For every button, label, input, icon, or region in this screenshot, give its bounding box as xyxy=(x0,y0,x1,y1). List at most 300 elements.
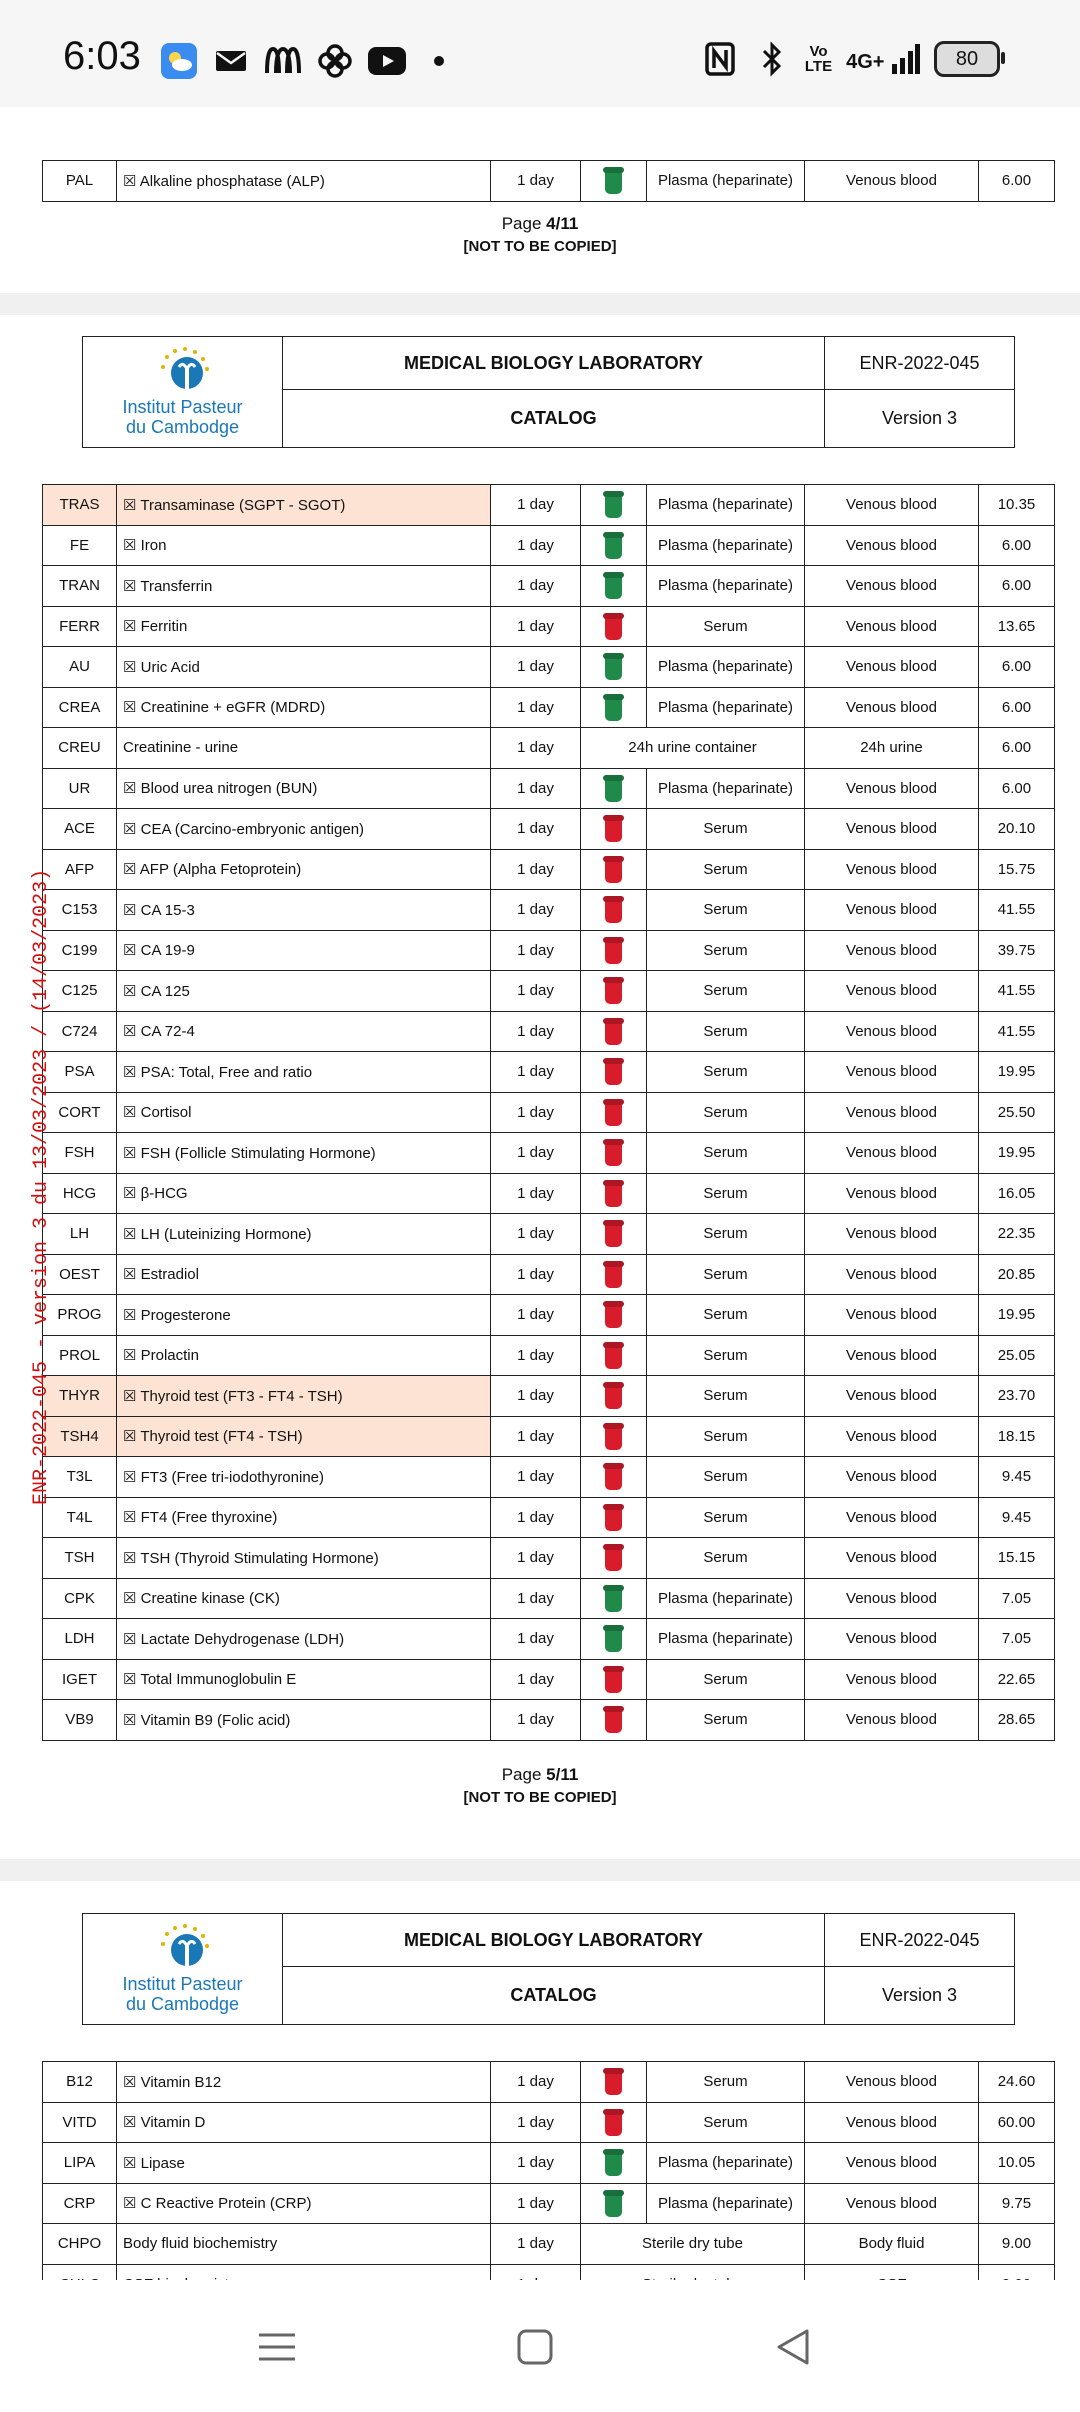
cell-code: TSH4 xyxy=(43,1416,117,1457)
cell-desc: ☒ CA 15-3 xyxy=(117,890,491,931)
table-row xyxy=(43,1376,1055,1417)
cell-sample: Serum xyxy=(647,849,805,890)
cell-code: CHPO xyxy=(43,2224,117,2265)
table-row xyxy=(43,647,1055,688)
back-icon[interactable] xyxy=(768,2322,818,2372)
copy-notice: [NOT TO BE COPIED] xyxy=(463,1788,617,1806)
table-row xyxy=(43,930,1055,971)
cell-origin: Venous blood xyxy=(805,1416,979,1457)
cell-time: 1 day xyxy=(491,1497,581,1538)
cell-desc: ☒ Lactate Dehydrogenase (LDH) xyxy=(117,1619,491,1660)
cell-desc: Creatinine - urine xyxy=(117,728,491,769)
cell-time: 1 day xyxy=(491,2143,581,2184)
red-tube-icon xyxy=(605,1463,622,1490)
page-5 xyxy=(0,315,1080,1859)
table-row xyxy=(43,485,1055,526)
cell-code: CRP xyxy=(43,2183,117,2224)
table-row xyxy=(43,1214,1055,1255)
cell-price: 39.75 xyxy=(979,930,1055,971)
table-row xyxy=(43,2062,1055,2103)
cell-code: AFP xyxy=(43,849,117,890)
cell-price: 9.45 xyxy=(979,1497,1055,1538)
cell-price: 9.00 xyxy=(979,2224,1055,2265)
institut-logo: Institut Pasteur du Cambodge xyxy=(83,1914,283,2025)
cell-time: 1 day xyxy=(491,1173,581,1214)
cell-sample: 24h urine container xyxy=(581,728,805,769)
cell-time: 1 day xyxy=(491,1619,581,1660)
cell-price: 16.05 xyxy=(979,1173,1055,1214)
copy-notice: [NOT TO BE COPIED] xyxy=(463,237,617,255)
green-tube-icon xyxy=(605,775,622,802)
cell-origin: Venous blood xyxy=(805,1011,979,1052)
green-tube-icon xyxy=(605,653,622,680)
cell-sample: Serum xyxy=(647,2062,805,2103)
cell-price: 41.55 xyxy=(979,890,1055,931)
cell-sample: Serum xyxy=(647,1214,805,1255)
table-row xyxy=(43,1295,1055,1336)
cell-price: 28.65 xyxy=(979,1700,1055,1741)
navigation-bar xyxy=(0,2280,1080,2412)
cell-sample: Serum xyxy=(647,1457,805,1498)
cell-time: 1 day xyxy=(491,606,581,647)
cell-price: 10.05 xyxy=(979,2143,1055,2184)
red-tube-icon xyxy=(605,1139,622,1166)
page-number: Page 4/11 xyxy=(501,213,579,233)
cell-code: IGET xyxy=(43,1659,117,1700)
cell-price: 18.15 xyxy=(979,1416,1055,1457)
cell-origin: Venous blood xyxy=(805,1092,979,1133)
green-tube-icon xyxy=(605,491,622,518)
cell-time: 1 day xyxy=(491,1376,581,1417)
cell-code: TSH xyxy=(43,1538,117,1579)
green-tube-icon xyxy=(605,2149,622,2176)
cell-desc: ☒ Thyroid test (FT3 - FT4 - TSH) xyxy=(117,1376,491,1417)
catalog-table-page4 xyxy=(42,160,1055,202)
cell-code: C199 xyxy=(43,930,117,971)
cell-desc: ☒ Vitamin D xyxy=(117,2102,491,2143)
cell-desc: ☒ CA 125 xyxy=(117,971,491,1012)
cell-code: OEST xyxy=(43,1254,117,1295)
cell-desc: ☒ Total Immunoglobulin E xyxy=(117,1659,491,1700)
cell-time: 1 day xyxy=(491,1011,581,1052)
table-row xyxy=(43,1335,1055,1376)
red-tube-icon xyxy=(605,1058,622,1085)
cell-price: 13.65 xyxy=(979,606,1055,647)
cell-code: VB9 xyxy=(43,1700,117,1741)
doc-id: ENR-2022-045 xyxy=(825,1914,1015,1967)
cell-origin: Venous blood xyxy=(805,1497,979,1538)
table-row xyxy=(43,1659,1055,1700)
page-header xyxy=(82,1913,1015,2025)
cell-sample: Serum xyxy=(647,1659,805,1700)
table-row xyxy=(43,1578,1055,1619)
cell-sample: Serum xyxy=(647,809,805,850)
pdf-document[interactable] xyxy=(0,107,1080,2401)
table-row xyxy=(43,890,1055,931)
cell-origin: Venous blood xyxy=(805,1457,979,1498)
page-header xyxy=(82,336,1015,448)
menu-icon[interactable] xyxy=(252,2322,302,2372)
dot-icon xyxy=(420,42,458,80)
red-tube-icon xyxy=(605,1423,622,1450)
cell-code: CPK xyxy=(43,1578,117,1619)
red-tube-icon xyxy=(605,937,622,964)
cell-code: CREA xyxy=(43,687,117,728)
cell-price: 23.70 xyxy=(979,1376,1055,1417)
red-tube-icon xyxy=(605,1018,622,1045)
volte-indicator: Vo LTE xyxy=(804,43,833,75)
cell-code: PSA xyxy=(43,1052,117,1093)
cell-price: 9.75 xyxy=(979,2183,1055,2224)
status-time: 6:03 xyxy=(63,34,141,78)
cell-sample: Serum xyxy=(647,1700,805,1741)
cell-sample: Serum xyxy=(647,1092,805,1133)
table-row xyxy=(43,971,1055,1012)
cell-origin: Venous blood xyxy=(805,1052,979,1093)
red-tube-icon xyxy=(605,1301,622,1328)
cell-code: PROL xyxy=(43,1335,117,1376)
cell-price: 6.00 xyxy=(979,768,1055,809)
cell-time: 1 day xyxy=(491,2102,581,2143)
cell-code: LH xyxy=(43,1214,117,1255)
table-row xyxy=(43,1254,1055,1295)
cell-time: 1 day xyxy=(491,1092,581,1133)
cell-time: 1 day xyxy=(491,849,581,890)
red-tube-icon xyxy=(605,1220,622,1247)
institut-logo-mark-icon xyxy=(155,1924,211,1974)
cell-sample: Plasma (heparinate) xyxy=(647,566,805,607)
cell-code: C125 xyxy=(43,971,117,1012)
cell-desc: ☒ Creatine kinase (CK) xyxy=(117,1578,491,1619)
catalog-title: CATALOG xyxy=(283,1967,825,2025)
table-row xyxy=(43,1457,1055,1498)
cell-code: HCG xyxy=(43,1173,117,1214)
green-tube-icon xyxy=(605,167,622,194)
cell-origin: 24h urine xyxy=(805,728,979,769)
cell-origin: Venous blood xyxy=(805,809,979,850)
cell-price: 6.00 xyxy=(979,525,1055,566)
cell-code: TRAN xyxy=(43,566,117,607)
cell-origin: Venous blood xyxy=(805,1700,979,1741)
cell-origin: Body fluid xyxy=(805,2224,979,2265)
cell-price: 20.10 xyxy=(979,809,1055,850)
cell-desc: ☒ Progesterone xyxy=(117,1295,491,1336)
cell-origin: Venous blood xyxy=(805,687,979,728)
institut-logo-mark-icon xyxy=(155,347,211,397)
cell-code: VITD xyxy=(43,2102,117,2143)
cell-time: 1 day xyxy=(491,2224,581,2265)
cell-desc: ☒ Thyroid test (FT4 - TSH) xyxy=(117,1416,491,1457)
cell-price: 22.35 xyxy=(979,1214,1055,1255)
cell-origin: Venous blood xyxy=(805,1295,979,1336)
cell-desc: ☒ Blood urea nitrogen (BUN) xyxy=(117,768,491,809)
cell-time: 1 day xyxy=(491,890,581,931)
cell-price: 22.65 xyxy=(979,1659,1055,1700)
catalog-table-page5 xyxy=(42,484,1055,1741)
cell-price: 25.50 xyxy=(979,1092,1055,1133)
cell-time: 1 day xyxy=(491,1214,581,1255)
cell-sample: Plasma (heparinate) xyxy=(647,647,805,688)
cell-time: 1 day xyxy=(491,485,581,526)
table-row xyxy=(43,1092,1055,1133)
cell-code: FSH xyxy=(43,1133,117,1174)
youtube-icon xyxy=(368,42,406,80)
table-row xyxy=(43,2224,1055,2265)
table-row xyxy=(43,1011,1055,1052)
abc-icon xyxy=(264,42,302,80)
cell-desc: ☒ Vitamin B9 (Folic acid) xyxy=(117,1700,491,1741)
cell-time: 1 day xyxy=(491,1335,581,1376)
cell-time: 1 day xyxy=(491,1052,581,1093)
cell-time: 1 day xyxy=(491,647,581,688)
cell-sample: Plasma (heparinate) xyxy=(647,768,805,809)
red-tube-icon xyxy=(605,856,622,883)
cell-origin: Venous blood xyxy=(805,647,979,688)
cell-origin: Venous blood xyxy=(805,485,979,526)
cell-origin: Venous blood xyxy=(805,1376,979,1417)
cell-origin: Venous blood xyxy=(805,1214,979,1255)
page-4-tail xyxy=(0,107,1080,293)
cell-sample: Serum xyxy=(647,971,805,1012)
cell-price: 10.35 xyxy=(979,485,1055,526)
green-tube-icon xyxy=(605,694,622,721)
cell-time: 1 day xyxy=(491,687,581,728)
cell-code: CREU xyxy=(43,728,117,769)
cell-time: 1 day xyxy=(491,566,581,607)
cell-sample: Serum xyxy=(647,1173,805,1214)
cell-code: C153 xyxy=(43,890,117,931)
green-tube-icon xyxy=(605,1625,622,1652)
cell-time: 1 day xyxy=(491,1659,581,1700)
cell-price: 19.95 xyxy=(979,1133,1055,1174)
cell-sample: Serum xyxy=(647,1295,805,1336)
cell-origin: Venous blood xyxy=(805,1173,979,1214)
cell-origin: Venous blood xyxy=(805,606,979,647)
cell-desc: ☒ Ferritin xyxy=(117,606,491,647)
table-row xyxy=(43,525,1055,566)
cell-desc: ☒ Lipase xyxy=(117,2143,491,2184)
cell-code: AU xyxy=(43,647,117,688)
cell-desc: ☒ LH (Luteinizing Hormone) xyxy=(117,1214,491,1255)
version-watermark: ENR-2022-045 - version 3 du 13/03/2023 / (14/03/2023) xyxy=(30,868,53,1505)
cell-code: FERR xyxy=(43,606,117,647)
red-tube-icon xyxy=(605,1706,622,1733)
cell-time: 1 day xyxy=(491,971,581,1012)
cell-time: 1 day xyxy=(491,809,581,850)
cell-time: 1 day xyxy=(491,2062,581,2103)
cell-desc: ☒ β-HCG xyxy=(117,1173,491,1214)
cell-price: 6.00 xyxy=(979,687,1055,728)
table-row xyxy=(43,1538,1055,1579)
cell-price: 7.05 xyxy=(979,1619,1055,1660)
cell-price: 25.05 xyxy=(979,1335,1055,1376)
red-tube-icon xyxy=(605,896,622,923)
cell-sample: Plasma (heparinate) xyxy=(647,525,805,566)
battery-icon xyxy=(934,41,1000,77)
institut-logo: Institut Pasteur du Cambodge xyxy=(83,337,283,448)
cell-sample: Plasma (heparinate) xyxy=(647,2143,805,2184)
table-row xyxy=(43,1700,1055,1741)
cell-desc: ☒ TSH (Thyroid Stimulating Hormone) xyxy=(117,1538,491,1579)
cell-desc: ☒ FT3 (Free tri-iodothyronine) xyxy=(117,1457,491,1498)
cell-sample: Serum xyxy=(647,1335,805,1376)
cell-origin: Venous blood xyxy=(805,525,979,566)
cell-desc: ☒ CA 19-9 xyxy=(117,930,491,971)
home-icon[interactable] xyxy=(510,2322,560,2372)
cell-code: CORT xyxy=(43,1092,117,1133)
cell-origin: Venous blood xyxy=(805,971,979,1012)
nfc-icon xyxy=(701,40,739,78)
cell-sample: Plasma (heparinate) xyxy=(647,1578,805,1619)
cell-origin: Venous blood xyxy=(805,1659,979,1700)
network-type: 4G+ xyxy=(846,51,885,73)
cell-origin: Venous blood xyxy=(805,1133,979,1174)
cell-sample: Plasma (heparinate) xyxy=(647,687,805,728)
cell-time: 1 day xyxy=(491,1457,581,1498)
cell-code: LDH xyxy=(43,1619,117,1660)
red-tube-icon xyxy=(605,815,622,842)
cell-desc: ☒ Creatinine + eGFR (MDRD) xyxy=(117,687,491,728)
doc-id: ENR-2022-045 xyxy=(825,337,1015,390)
doc-version: Version 3 xyxy=(825,1967,1015,2025)
cell-desc: Body fluid biochemistry xyxy=(117,2224,491,2265)
cell-origin: Venous blood xyxy=(805,1538,979,1579)
red-tube-icon xyxy=(605,1099,622,1126)
cell-price: 7.05 xyxy=(979,1578,1055,1619)
cell-sample: Serum xyxy=(647,1416,805,1457)
table-row xyxy=(43,2143,1055,2184)
cell-price: 41.55 xyxy=(979,1011,1055,1052)
cell-code: UR xyxy=(43,768,117,809)
cell-origin: Venous blood xyxy=(805,1578,979,1619)
cell-time: 1 day xyxy=(491,1295,581,1336)
cell-code: TRAS xyxy=(43,485,117,526)
table-row: PAL ☒ Alkaline phosphatase (ALP) 1 day Plasma (heparinate) Venous blood 6.00 xyxy=(43,161,1055,202)
cell-desc: ☒ Transaminase (SGPT - SGOT) xyxy=(117,485,491,526)
cell-sample: Serum xyxy=(647,606,805,647)
cell-time: 1 day xyxy=(491,1416,581,1457)
cell-desc: ☒ Iron xyxy=(117,525,491,566)
table-row xyxy=(43,809,1055,850)
red-tube-icon xyxy=(605,1261,622,1288)
cell-time: 1 day xyxy=(491,525,581,566)
cell-sample: Plasma (heparinate) xyxy=(647,1619,805,1660)
cell-code: PROG xyxy=(43,1295,117,1336)
cell-desc: ☒ Uric Acid xyxy=(117,647,491,688)
cell-desc: ☒ Estradiol xyxy=(117,1254,491,1295)
cell-price: 60.00 xyxy=(979,2102,1055,2143)
green-tube-icon xyxy=(605,2190,622,2217)
table-row xyxy=(43,1619,1055,1660)
cell-time: 1 day xyxy=(491,1578,581,1619)
catalog-title: CATALOG xyxy=(283,390,825,448)
cell-origin: Venous blood xyxy=(805,930,979,971)
cell-code: B12 xyxy=(43,2062,117,2103)
red-tube-icon xyxy=(605,1342,622,1369)
cell-code: FE xyxy=(43,525,117,566)
cell-price: 15.15 xyxy=(979,1538,1055,1579)
cell-origin: Venous blood xyxy=(805,768,979,809)
cell-sample: Serum xyxy=(647,890,805,931)
cell-origin: Venous blood xyxy=(805,1254,979,1295)
signal-icon xyxy=(846,44,920,74)
cell-sample: Plasma (heparinate) xyxy=(647,2183,805,2224)
cell-sample: Serum xyxy=(647,1376,805,1417)
cell-desc: ☒ AFP (Alpha Fetoprotein) xyxy=(117,849,491,890)
table-row xyxy=(43,1416,1055,1457)
red-tube-icon xyxy=(605,2109,622,2136)
catalog-table-page6 xyxy=(42,2061,1055,2305)
cell-desc: ☒ PSA: Total, Free and ratio xyxy=(117,1052,491,1093)
cell-desc: ☒ CA 72-4 xyxy=(117,1011,491,1052)
red-tube-icon xyxy=(605,1180,622,1207)
cell-sample: Serum xyxy=(647,930,805,971)
cell-time: 1 day xyxy=(491,1538,581,1579)
cell-price: 20.85 xyxy=(979,1254,1055,1295)
cell-desc: ☒ Cortisol xyxy=(117,1092,491,1133)
cell-desc: ☒ Vitamin B12 xyxy=(117,2062,491,2103)
cell-price: 19.95 xyxy=(979,1295,1055,1336)
bluetooth-icon xyxy=(753,40,791,78)
cell-code: T4L xyxy=(43,1497,117,1538)
cell-desc: ☒ FT4 (Free thyroxine) xyxy=(117,1497,491,1538)
table-row xyxy=(43,2102,1055,2143)
cell-desc: ☒ FSH (Follicle Stimulating Hormone) xyxy=(117,1133,491,1174)
cell-code: LIPA xyxy=(43,2143,117,2184)
mail-icon xyxy=(212,42,250,80)
red-tube-icon xyxy=(605,1544,622,1571)
red-tube-icon xyxy=(605,2068,622,2095)
cell-origin: Venous blood xyxy=(805,849,979,890)
red-tube-icon xyxy=(605,613,622,640)
cell-sample: Sterile dry tube xyxy=(581,2224,805,2265)
table-row xyxy=(43,849,1055,890)
cell-sample: Serum xyxy=(647,1497,805,1538)
cell-time: 1 day xyxy=(491,728,581,769)
table-row xyxy=(43,1133,1055,1174)
pinwheel-icon xyxy=(316,42,354,80)
table-row xyxy=(43,566,1055,607)
status-bar xyxy=(0,0,1080,107)
table-row xyxy=(43,1052,1055,1093)
cell-price: 15.75 xyxy=(979,849,1055,890)
red-tube-icon xyxy=(605,1382,622,1409)
cell-price: 41.55 xyxy=(979,971,1055,1012)
cell-desc: ☒ C Reactive Protein (CRP) xyxy=(117,2183,491,2224)
cell-origin: Venous blood xyxy=(805,2143,979,2184)
cell-origin: Venous blood xyxy=(805,566,979,607)
cell-origin: Venous blood xyxy=(805,2062,979,2103)
doc-version: Version 3 xyxy=(825,390,1015,448)
table-row xyxy=(43,687,1055,728)
cell-price: 24.60 xyxy=(979,2062,1055,2103)
cell-code: T3L xyxy=(43,1457,117,1498)
table-row xyxy=(43,1173,1055,1214)
cell-origin: Venous blood xyxy=(805,1335,979,1376)
table-row xyxy=(43,768,1055,809)
cell-time: 1 day xyxy=(491,930,581,971)
lab-title: MEDICAL BIOLOGY LABORATORY xyxy=(283,337,825,390)
cell-price: 19.95 xyxy=(979,1052,1055,1093)
green-tube-icon xyxy=(605,572,622,599)
cell-time: 1 day xyxy=(491,1700,581,1741)
cell-code: THYR xyxy=(43,1376,117,1417)
table-row xyxy=(43,728,1055,769)
red-tube-icon xyxy=(605,1504,622,1531)
red-tube-icon xyxy=(605,977,622,1004)
cell-desc: ☒ CEA (Carcino-embryonic antigen) xyxy=(117,809,491,850)
cell-price: 6.00 xyxy=(979,728,1055,769)
